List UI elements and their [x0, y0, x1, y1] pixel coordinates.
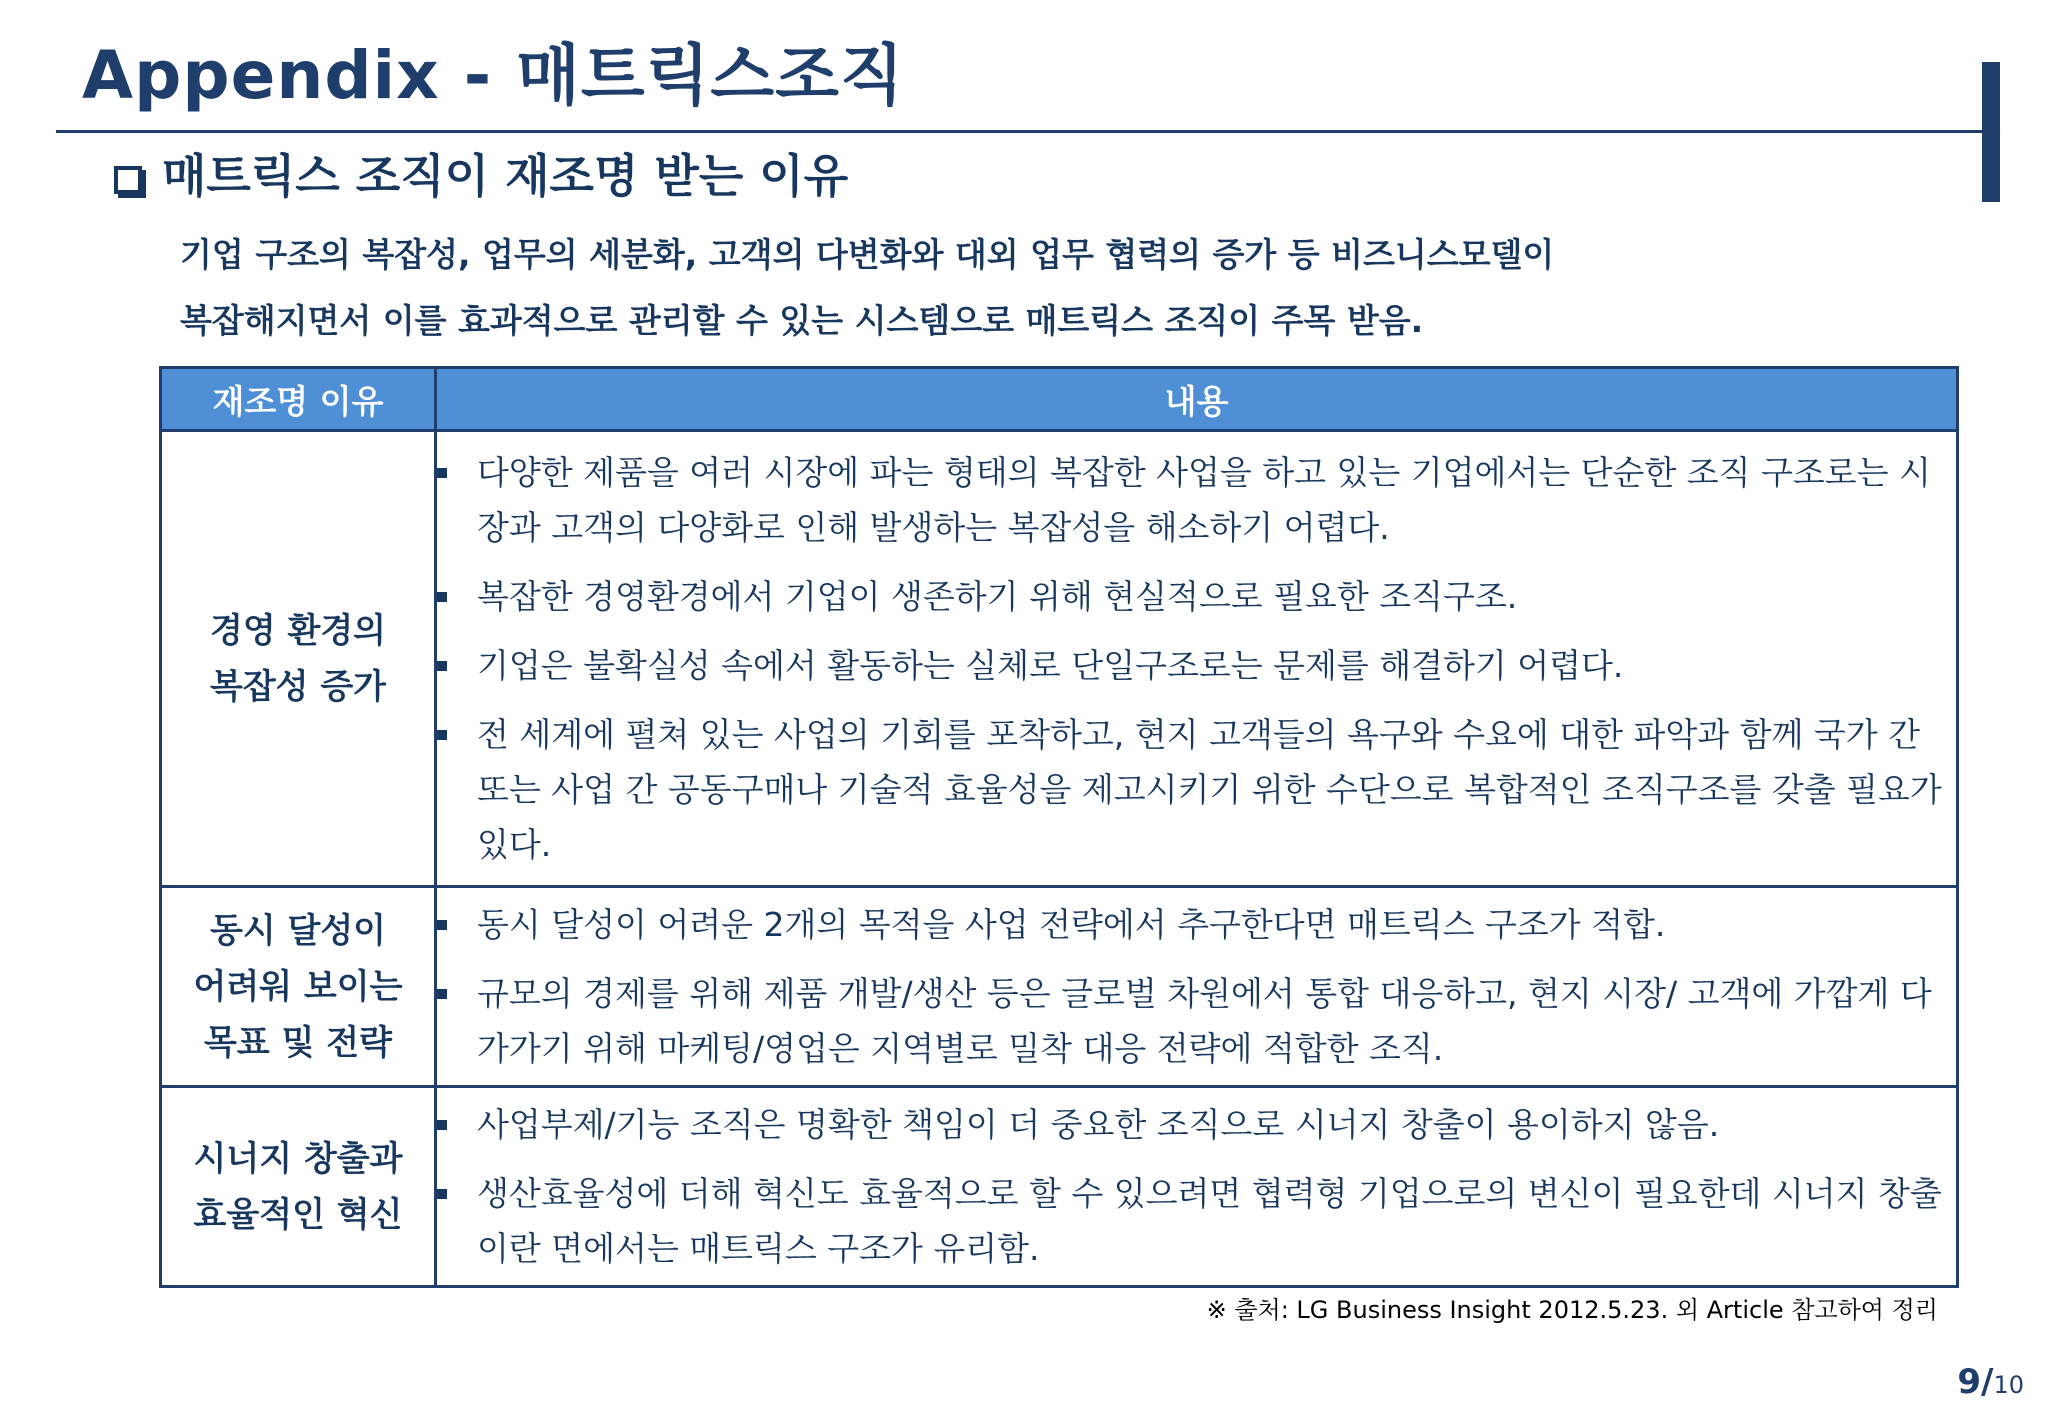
- reason-line: 효율적인 혁신: [193, 1194, 403, 1235]
- bullet-text: 다양한 제품을 여러 시장에 파는 형태의 복잡한 사업을 하고 있는 기업에서는 단순한 조직 구조로는 시장과 고객의 다양화로 인해 발생하는 복잡성을 해소하기 어렵다.: [477, 453, 1931, 547]
- list-item: [437, 897, 1956, 952]
- list-item: [437, 445, 1956, 555]
- list-item: [437, 638, 1956, 693]
- reason-cell: [161, 431, 436, 887]
- reason-line: 복잡성 증가: [209, 666, 387, 707]
- bullet-text: 동시 달성이 어려운 2개의 목적을 사업 전략에서 추구한다면 매트릭스 구조가 적합.: [477, 905, 1666, 944]
- content-cell: [436, 1087, 1958, 1287]
- square-bullet-icon: [437, 592, 447, 602]
- square-bullet-icon: [437, 920, 447, 930]
- square-bullet-icon: [437, 1189, 447, 1199]
- list-item: [437, 966, 1956, 1076]
- table-row: [161, 887, 1958, 1087]
- table-row: [161, 431, 1958, 887]
- summary-line: 복잡해지면서 이를 효과적으로 관리할 수 있는 시스템으로 매트릭스 조직이 주목 받음.: [180, 301, 1424, 340]
- reasons-table: [159, 366, 1959, 1288]
- page-title: Appendix - 매트릭스조직: [82, 37, 905, 114]
- square-bullet-icon: [437, 1120, 447, 1130]
- side-accent-bar: [1982, 62, 2000, 202]
- bullet-text: 기업은 불확실성 속에서 활동하는 실체로 단일구조로는 문제를 해결하기 어렵다.: [477, 646, 1624, 685]
- square-bullet-icon: [437, 468, 447, 478]
- reason-line: 동시 달성이: [209, 910, 387, 951]
- list-item: [437, 707, 1956, 872]
- bullet-text: 전 세계에 펼쳐 있는 사업의 기회를 포착하고, 현지 고객들의 욕구와 수요에 대한 파악과 함께 국가 간 또는 사업 간 공동구매나 기술적 효율성을 제고시키기 위한 수단으로 복합적인 조직구조를 갖출 필요가 있다.: [477, 715, 1942, 864]
- list-item: [437, 1097, 1956, 1152]
- content-cell: [436, 431, 1958, 887]
- column-header-reason: 재조명 이유: [161, 368, 436, 431]
- section-heading: [114, 140, 848, 206]
- list-item: [437, 569, 1956, 624]
- title-divider: [56, 130, 1990, 133]
- section-heading-text: 매트릭스 조직이 재조명 받는 이유: [162, 149, 849, 203]
- summary-line: 기업 구조의 복잡성, 업무의 세분화, 고객의 다변화와 대외 업무 협력의 증가 등 비즈니스모델이: [180, 235, 1555, 274]
- page-number: [1957, 1362, 2024, 1402]
- reason-line: 목표 및 전략: [204, 1022, 392, 1063]
- bullet-text: 규모의 경제를 위해 제품 개발/생산 등은 글로벌 차원에서 통합 대응하고, 현지 시장/ 고객에 가깝게 다가가기 위해 마케팅/영업은 지역별로 밀착 대응 전략에 적합한 조직.: [477, 974, 1932, 1068]
- reason-line: 어려워 보이는: [193, 966, 403, 1007]
- list-item: [437, 1166, 1956, 1276]
- bullet-text: 복잡한 경영환경에서 기업이 생존하기 위해 현실적으로 필요한 조직구조.: [477, 577, 1518, 616]
- square-bullet-icon: [437, 661, 447, 671]
- summary-text: [180, 222, 1554, 354]
- content-cell: [436, 887, 1958, 1087]
- reason-line: 경영 환경의: [209, 610, 387, 651]
- reason-line: 시너지 창출과: [193, 1138, 403, 1179]
- reason-cell: [161, 887, 436, 1087]
- bullet-text: 사업부제/기능 조직은 명확한 책임이 더 중요한 조직으로 시너지 창출이 용이하지 않음.: [477, 1105, 1720, 1144]
- bullet-text: 생산효율성에 더해 혁신도 효율적으로 할 수 있으려면 협력형 기업으로의 변신이 필요한데 시너지 창출이란 면에서는 매트릭스 구조가 유리함.: [477, 1174, 1942, 1268]
- checkbox-square-icon: [114, 166, 142, 194]
- table-row: [161, 1087, 1958, 1287]
- column-header-content: 내용: [436, 368, 1958, 431]
- page-current: 9/: [1957, 1362, 1994, 1402]
- source-note: ※ 출처: LG Business Insight 2012.5.23. 외 Article 참고하여 정리: [1206, 1296, 1938, 1324]
- square-bullet-icon: [437, 989, 447, 999]
- page-total: 10: [1993, 1371, 2024, 1399]
- table-header-row: [161, 368, 1958, 431]
- square-bullet-icon: [437, 730, 447, 740]
- reason-cell: [161, 1087, 436, 1287]
